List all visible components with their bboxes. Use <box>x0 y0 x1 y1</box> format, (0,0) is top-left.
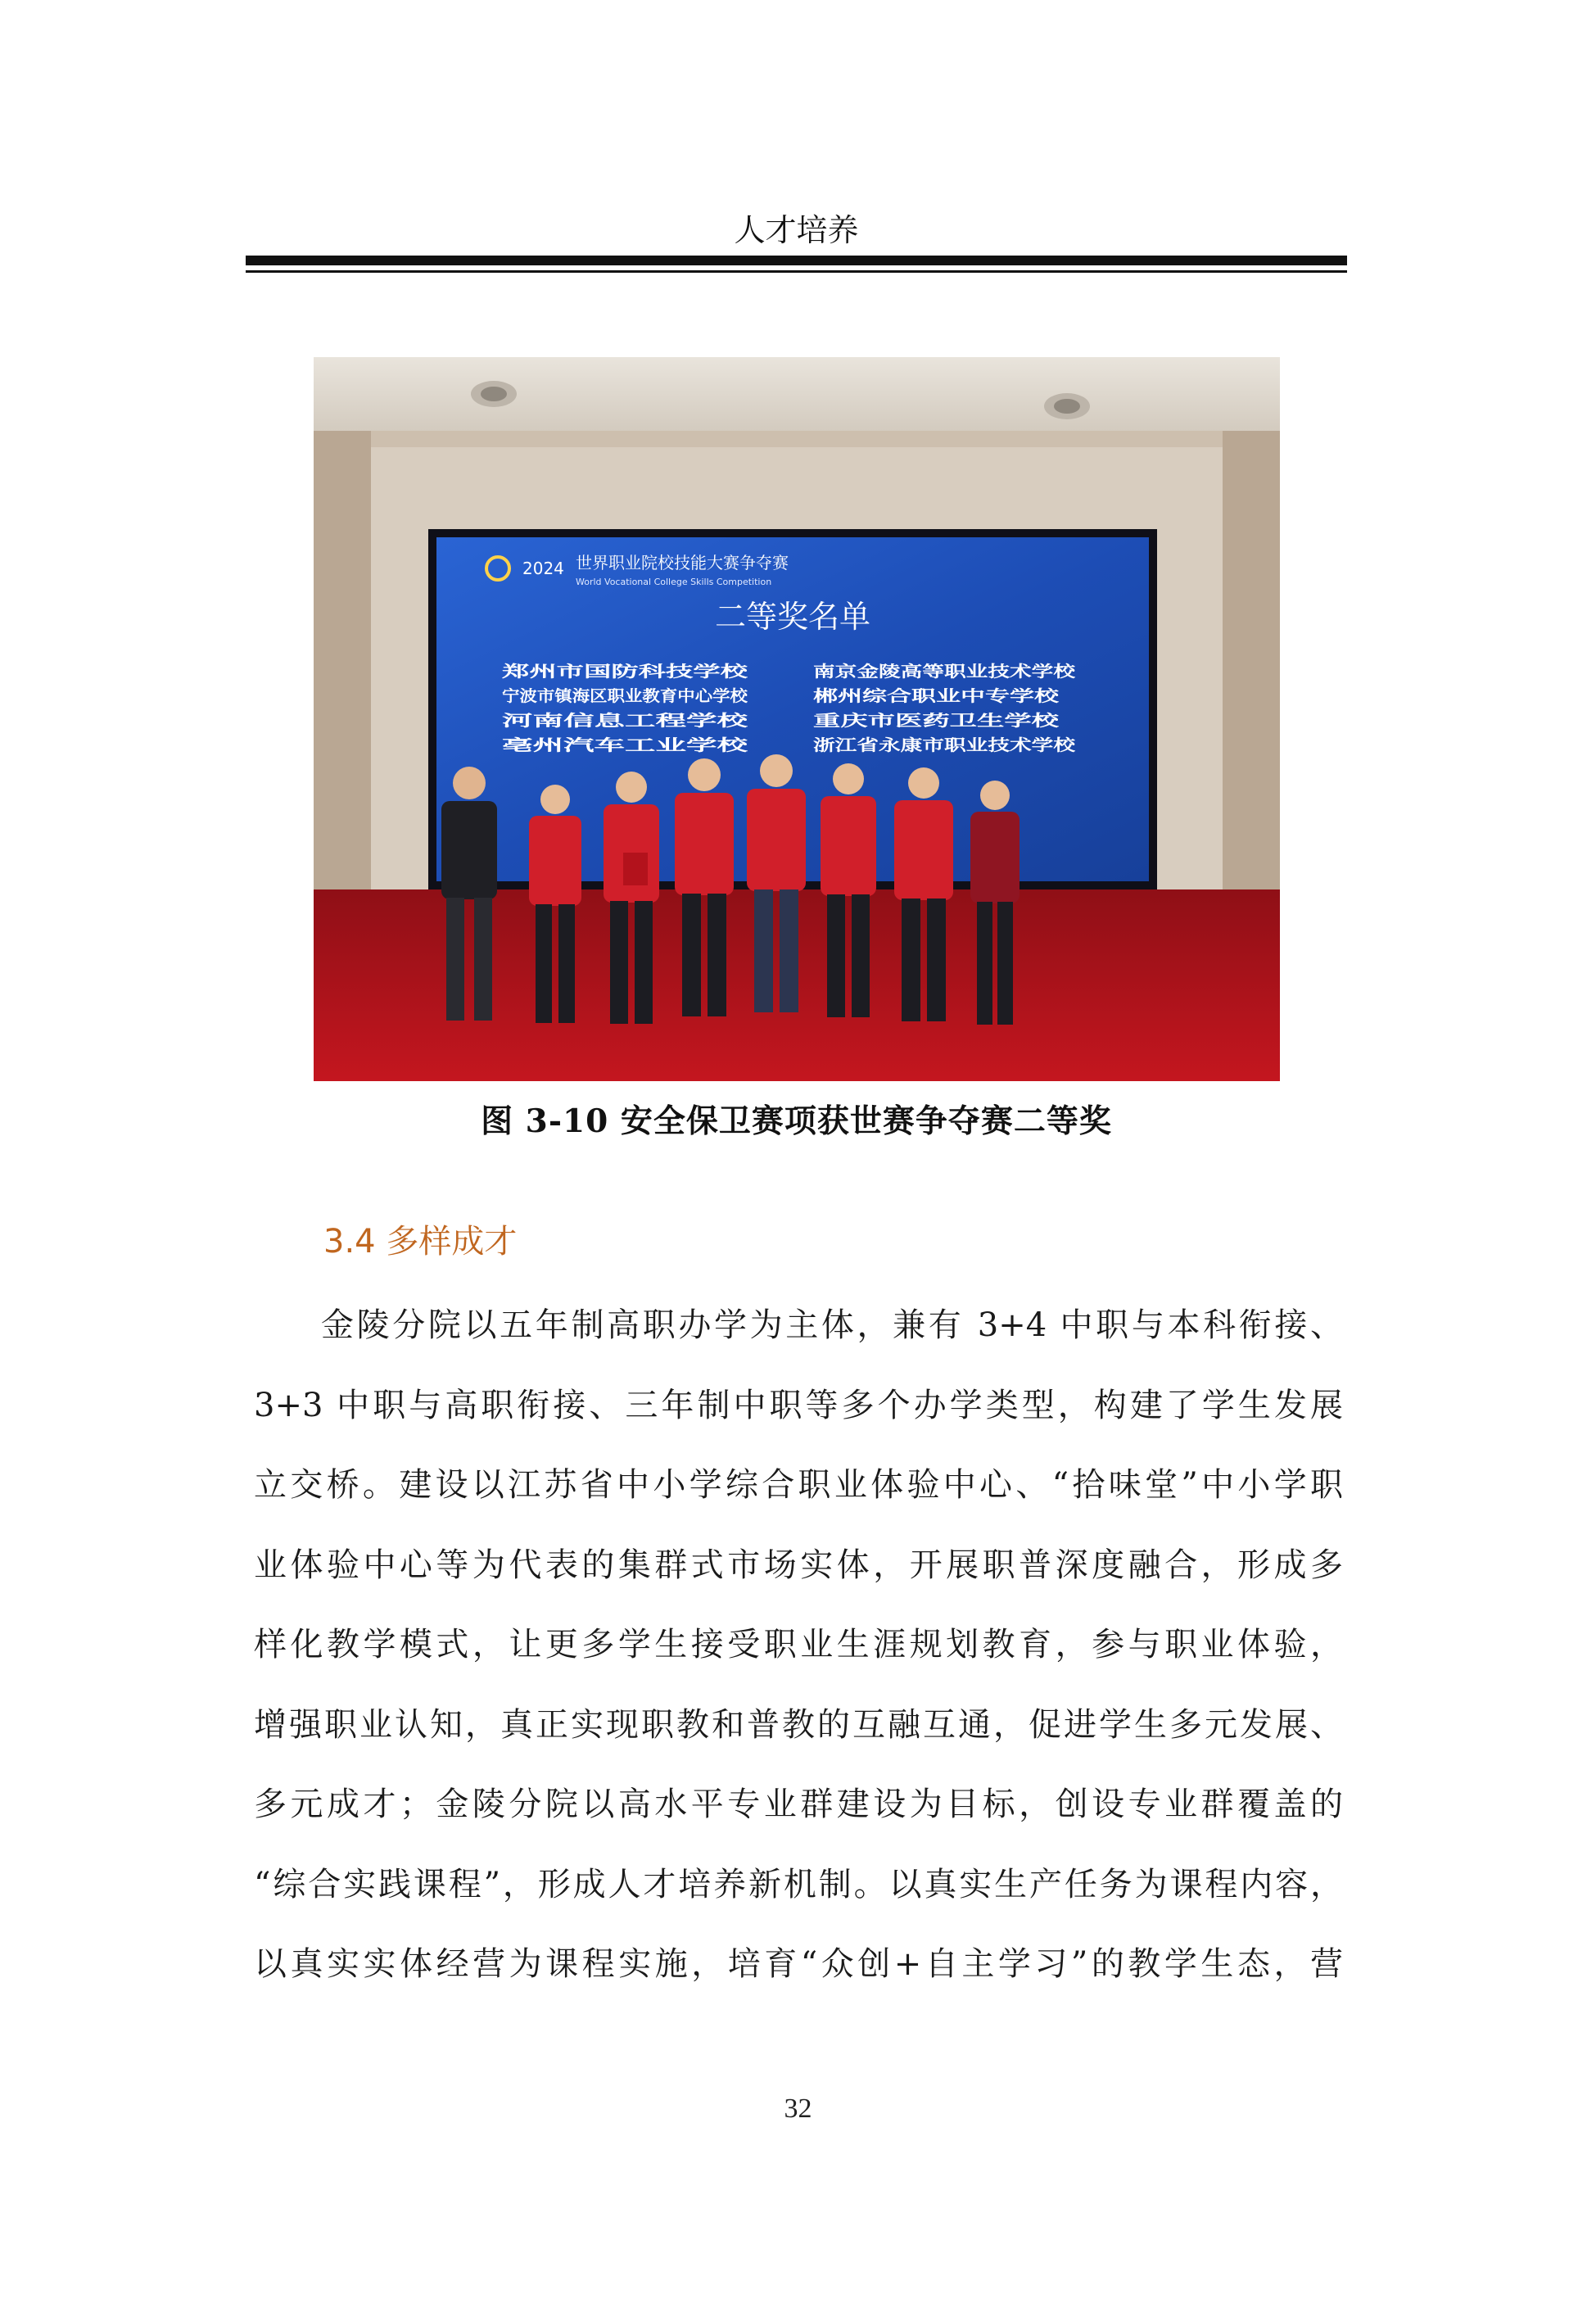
screen-school-right: 南京金陵高等职业技术学校 <box>813 663 1001 681</box>
screen-event-name-en: World Vocational College Skills Competition <box>576 577 772 587</box>
header-rule-thick <box>246 256 1347 265</box>
screen-school-left: 郑州市国防科技学校 <box>502 663 643 681</box>
screen-heading: 二等奖名单 <box>714 599 871 635</box>
screen-event-year: 2024 <box>522 559 564 578</box>
award-photo <box>314 357 1280 1081</box>
paragraph-line: 样化教学模式，让更多学生接受职业生涯规划教育，参与职业体验， <box>254 1626 1343 1663</box>
paragraph-line: 3+3 中职与高职衔接、三年制中职等多个办学类型，构建了学生发展 <box>254 1386 1343 1424</box>
screen-school-left: 宁波市镇海区职业教育中心学校 <box>502 687 721 705</box>
screen-school-right: 重庆市医药卫生学校 <box>813 712 954 730</box>
paragraph-line: 以真实实体经营为课程实施，培育“众创+自主学习”的教学生态，营 <box>254 1945 1343 1983</box>
figure-caption: 图 3-10 安全保卫赛项获世赛争夺赛二等奖 <box>481 1102 1112 1140</box>
screen-event-name-cn: 世界职业院校技能大赛争夺赛 <box>576 553 789 573</box>
paragraph-line: 业体验中心等为代表的集群式市场实体，开展职普深度融合，形成多 <box>254 1546 1343 1584</box>
body-paragraph <box>254 1286 1343 2005</box>
page-number: 32 <box>784 2093 812 2124</box>
header-rule-thin <box>246 270 1347 273</box>
paragraph-line: 多元成才；金陵分院以高水平专业群建设为目标，创设专业群覆盖的 <box>254 1786 1343 1823</box>
screen-school-right: 浙江省永康市职业技术学校 <box>813 736 1001 754</box>
running-header-title: 人才培养 <box>734 212 859 248</box>
section-heading: 3.4 多样成才 <box>323 1223 518 1261</box>
paragraph-line: 增强职业认知，真正实现职教和普教的互融互通，促进学生多元发展、 <box>254 1705 1343 1744</box>
paragraph-line: 金陵分院以五年制高职办学为主体，兼有 3+4 中职与本科衔接、 <box>321 1306 1343 1344</box>
paragraph-line: 立交桥。建设以江苏省中小学综合职业体验中心、“拾味堂”中小学职 <box>254 1466 1343 1504</box>
screen-school-left: 亳州汽车工业学校 <box>502 736 627 754</box>
screen-school-left: 河南信息工程学校 <box>502 712 627 730</box>
paragraph-line: “综合实践课程”，形成人才培养新机制。以真实生产任务为课程内容， <box>254 1865 1343 1903</box>
screen-school-right: 郴州综合职业中专学校 <box>813 687 970 705</box>
